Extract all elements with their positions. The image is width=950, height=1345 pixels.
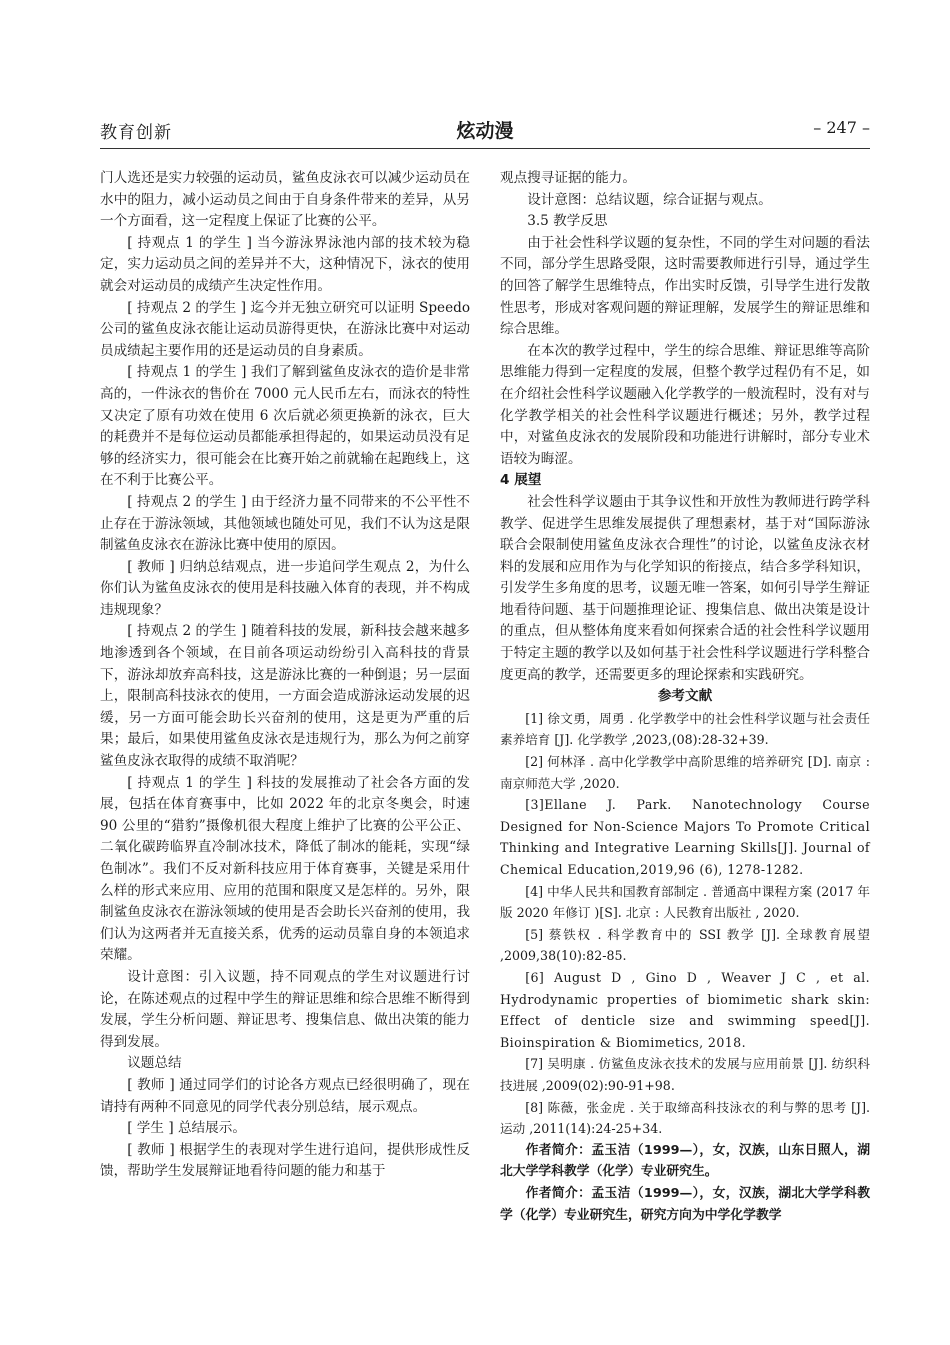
- paragraph: [ 持观点 2 的学生 ] 迄今并无独立研究可以证明 Speedo 公司的鲨鱼皮泳衣能让运动员游得更快，在游泳比赛中对运动员成绩起主要作用的还是运动员的自身素质。: [100, 299, 470, 359]
- page-number: – 247 –: [813, 118, 870, 137]
- paragraph: 设计意图：引入议题，持不同观点的学生对议题进行讨论，在陈述观点的过程中学生的辩证思维和综合思维不断得到发展，学生分析问题、辩证思考、搜集信息、做出决策的能力得到发展。: [100, 968, 470, 1050]
- paragraph: [ 教师 ] 根据学生的表现对学生进行追问，提供形成性反馈，帮助学生发展辩证地看待问题的能力和基于: [100, 1141, 470, 1180]
- paragraph: 由于社会性科学议题的复杂性，不同的学生对问题的看法不同，部分学生思路受限，这时需要教师进行引导，通过学生的回答了解学生思维特点，作出实时反馈，引导学生进行发散性思考，形成对客观问题的辩证理解，发展学生的辩证思维和综合思维。: [500, 234, 870, 338]
- paragraph: 在本次的教学过程中，学生的综合思维、辩证思维等高阶思维能力得到一定程度的发展，但整个教学过程仍有不足，如在介绍社会性科学议题融入化学教学的一般流程时，没有对与化学教学相关的社会性科学议题进行概述；另外，教学过程中，对鲨鱼皮泳衣的发展阶段和功能进行讲解时，部分专业术语较为晦涩。: [500, 342, 870, 467]
- author-bio: 作者简介：孟玉洁（1999—），女，汉族，湖北大学学科教学（化学）专业研究生，研究方向为中学化学教学: [500, 1185, 870, 1223]
- paragraph: [ 持观点 2 的学生 ] 由于经济力量不同带来的不公平性不止存在于游泳领域，其他领域也随处可见，我们不认为这是限制鲨鱼皮泳衣在游泳比赛中使用的原因。: [100, 493, 470, 554]
- references-heading: 参考文献: [657, 688, 713, 705]
- reference-item: [3]Ellane J. Park. Nanotechnology Course Designed for Non-Science Majors To Promote Critical Thinking and Integrative Learning Skills[J]. Journal of Chemical Education,2019,96 (6), 1278-1282.: [500, 797, 870, 877]
- left-column: [100, 168, 470, 1183]
- page-header: [100, 114, 870, 149]
- reference-item: [5] 蔡铁权 . 科学教育中的 SSI 教学 [J]. 全球教育展望 ,2009,38(10):82-85.: [500, 926, 870, 964]
- reference-item: [8] 陈薇，张金虎 . 关于取缔高科技泳衣的利与弊的思考 [J]. 运动 ,2011(14):24-25+34.: [500, 1099, 870, 1137]
- section-heading: 4 展望: [500, 472, 542, 489]
- subheading: 议题总结: [127, 1055, 182, 1072]
- author-bio: 作者简介：孟玉洁（1999—），女，汉族，山东日照人，湖北大学学科教学（化学）专业研究生。: [500, 1142, 870, 1180]
- section-label: 教育创新: [100, 123, 172, 143]
- paragraph: [ 教师 ] 通过同学们的讨论各方观点已经很明确了，现在请持有两种不同意见的同学代表分别总结，展示观点。: [100, 1076, 470, 1115]
- reference-item: [2] 何林泽 . 高中化学教学中高阶思维的培养研究 [D]. 南京 : 南京师范大学 ,2020.: [500, 754, 870, 791]
- paragraph: [ 持观点 1 的学生 ] 当今游泳界泳池内部的技术较为稳定，实力运动员之间的差异并不大，这种情况下，泳衣的使用就会对运动员的成绩产生决定性作用。: [100, 234, 470, 294]
- reference-item: [7] 吴明康 . 仿鲨鱼皮泳衣技术的发展与应用前景 [J]. 纺织科技进展 ,2009(02):90-91+98.: [500, 1056, 870, 1093]
- reference-item: [6] August D , Gino D , Weaver J C , et al. Hydrodynamic properties of biomimetic shark skin: Effect of denticle size and swimming speed[J]. Bioinspiration & Biomimetics, 2018.: [500, 969, 870, 1050]
- paragraph: 社会性科学议题由于其争议性和开放性为教师进行跨学科教学、促进学生思维发展提供了理想素材，基于对“国际游泳联合会限制使用鲨鱼皮泳衣合理性”的讨论，以鲨鱼皮泳衣材料的发展和应用作为与化学知识的衔接点，结合多学科知识，引发学生多角度的思考，议题无唯一答案，如何引导学生辩证地看待问题、基于问题推理论证、搜集信息、做出决策是设计的重点，但从整体角度来看如何探索合适的社会性科学议题用于特定主题的教学以及如何基于社会性科学议题进行学科整合度更高的教学，还需要更多的理论探索和实践研究。: [500, 493, 870, 683]
- paragraph: 门人选还是实力较强的运动员，鲨鱼皮泳衣可以减少运动员在水中的阻力，减小运动员之间由于自身条件带来的差异，从另一个方面看，这一定程度上保证了比赛的公平。: [100, 170, 470, 230]
- paragraph: 观点搜寻证据的能力。: [500, 170, 636, 186]
- paragraph: 设计意图：总结议题，综合证据与观点。: [527, 191, 772, 208]
- right-column: [500, 168, 870, 1226]
- reference-item: [1] 徐文勇，周勇 . 化学教学中的社会性科学议题与社会责任素养培育 [J]. 化学教学 ,2023,(08):28-32+39.: [500, 710, 870, 748]
- paragraph: [ 教师 ] 归纳总结观点，进一步追问学生观点 2，为什么你们认为鲨鱼皮泳衣的使用是科技融入体育的表现，并不构成违规现象？: [100, 558, 470, 618]
- paragraph: [ 持观点 1 的学生 ] 我们了解到鲨鱼皮泳衣的造价是非常高的，一件泳衣的售价在 7000 元人民币左右，而泳衣的特性又决定了原有功效在使用 6 次后就必须更换新的泳衣，巨大的耗费并不是每位运动员都能承担得起的，如果运动员没有足够的经济实力，很可能会在比赛开始之前就输在起跑线上，这在不利于比赛公平。: [100, 364, 470, 489]
- paragraph: [ 持观点 1 的学生 ] 科技的发展推动了社会各方面的发展，包括在体育赛事中，比如 2022 年的北京冬奥会，时速 90 公里的“猎豹”摄像机很大程度上维护了比赛的公平公正、二氧化碳跨临界直冷制冰技术，降低了制冰的能耗，实现“绿色制冰”。我们不反对新科技应用于体育赛事，关键是采用什么样的形式来应用、应用的范围和限度又是怎样的。另外，限制鲨鱼皮泳衣在游泳领域的使用是否会助长兴奋剂的使用，我们认为这两者并无直接关系，优秀的运动员靠自身的本领追求荣耀。: [100, 774, 470, 964]
- journal-title: 炫动漫: [456, 120, 514, 142]
- section-heading: 3.5 教学反思: [527, 213, 608, 230]
- paragraph: [ 学生 ] 总结展示。: [127, 1120, 246, 1137]
- paragraph: [ 持观点 2 的学生 ] 随着科技的发展，新科技会越来越多地渗透到各个领域，在目前各项运动纷纷引入高科技的背景下，游泳却放弃高科技，这是游泳比赛的一种倒退；另一层面上，限制高科技泳衣的使用，一方面会造成游泳运动发展的迟缓，另一方面可能会助长兴奋剂的使用，这是更为严重的后果；最后，如果使用鲨鱼皮泳衣是违规行为，那么为何之前穿鲨鱼皮泳衣取得的成绩不取消呢？: [100, 623, 470, 770]
- reference-item: [4] 中华人民共和国教育部制定 . 普通高中课程方案 (2017 年版 2020 年修订 )[S]. 北京 : 人民教育出版社 , 2020.: [500, 883, 870, 921]
